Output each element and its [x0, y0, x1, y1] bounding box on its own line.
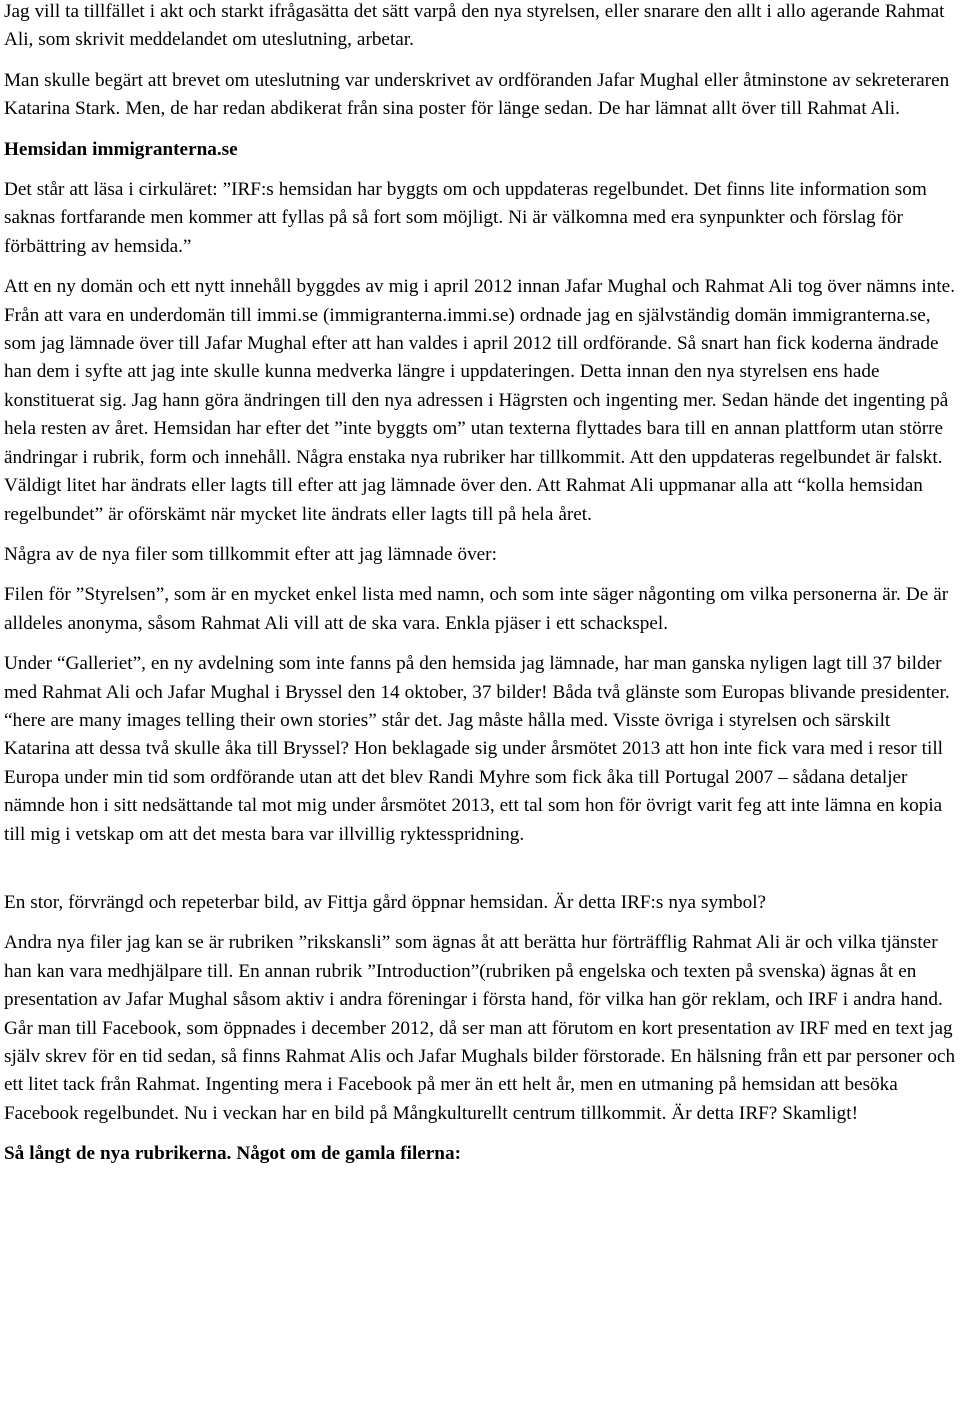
- section-heading-website: Hemsidan immigranterna.se: [4, 138, 238, 160]
- paragraph-gallery: Under “Galleriet”, en ny avdelning som inte fanns på den hemsida jag lämnade, har man ganska nyligen lagt till 37 bilder med Rahmat Ali och Jafar Mughal i Bryssel den 14 oktober, 37 bilder! Båda två glänste som Europas blivande presidenter. “here are many images telling their own stories” står det. Jag måste hålla med. Visste övriga i styrelsen och särskilt Katarina att dessa två skulle åka till Bryssel? Hon beklagade sig under årsmötet 2013 att hon inte fick vara med i resor till Europa under min tid som ordförande utan att det blev Randi Myhre som fick åka till Portugal 2007 – sådana detaljer nämnde hon i sitt nedsättande tal mot mig under årsmötet 2013, ett tal som hon för övrigt varit feg att inte lämna en kopia till mig i vetskap om att det mesta bara var illvillig ryktesspridning.: [4, 653, 950, 845]
- paragraph-circular-quote: Det står att läsa i cirkuläret: ”IRF:s hemsidan har byggts om och uppdateras regelbundet. Det finns lite information som saknas fortfarande men kommer att fyllas på så fort som möjligt. Ni är välkomna med era synpunkter och förslag för förbättring av hemsida.”: [4, 179, 927, 257]
- paragraph-other-files: Andra nya filer jag kan se är rubriken ”rikskansli” som ägnas åt att berätta hur förträfflig Rahmat Ali är och vilka tjänster han kan vara medhjälpare till. En annan rubrik ”Introduction”(rubriken på engelska och texten på svenska) ägnas åt en presentation av Jafar Mughal såsom aktiv i andra föreningar i första hand, för vilka han gör reklam, och IRF i andra hand. Går man till Facebook, som öppnades i december 2012, då ser man att förutom en kort presentation av IRF med en text jag själv skrev för en tid sedan, så finns Rahmat Alis och Jafar Mughals bilder förstorade. En hälsning från ett par personer och ett litet tack från Rahmat. Ingenting mera i Facebook på mer än ett helt år, men en utmaning på hemsidan att besöka Facebook regelbundet. Nu i veckan har en bild på Mångkulturellt centrum tillkommit. Är detta IRF? Skamligt!: [4, 932, 956, 1124]
- paragraph-board-file: Filen för ”Styrelsen”, som är en mycket enkel lista med namn, och som inte säger någonting om vilka personerna är. De är alldeles anonyma, såsom Rahmat Ali vill att de ska vara. Enkla pjäser i ett schackspel.: [4, 584, 949, 634]
- section-heading-old-files: Så långt de nya rubrikerna. Något om de gamla filerna:: [4, 1143, 461, 1165]
- paragraph-new-files-intro: Några av de nya filer som tillkommit efter att jag lämnade över:: [4, 543, 497, 565]
- paragraph-fittja-image: En stor, förvrängd och repeterbar bild, av Fittja gård öppnar hemsidan. Är detta IRF:s nya symbol?: [4, 891, 767, 913]
- paragraph-exclusion-letter: Man skulle begärt att brevet om uteslutning var underskrivet av ordföranden Jafar Mughal eller åtminstone av sekreteraren Katarina Stark. Men, de har redan abdikerat från sina poster för länge sedan. De har lämnat allt över till Rahmat Ali.: [4, 69, 950, 120]
- paragraph-domain-history: Att en ny domän och ett nytt innehåll byggdes av mig i april 2012 innan Jafar Mughal och Rahmat Ali tog över nämns inte. Från att vara en underdomän till immi.se (immigranterna.immi.se) ordnade jag en självständig domän immigranterna.se, som jag lämnade över till Jafar Mughal efter att han valdes i april 2012 till ordförande. Så snart han fick koderna ändrade han dem i syfte att jag inte skulle kunna medverka längre i uppdateringen. Detta innan den nya styrelsen ens hade konstituerat sig. Jag hann göra ändringen till den nya adressen i Hägrsten och ingenting mer. Sedan hände det ingenting på hela resten av året. Hemsidan har efter det ”inte byggts om” utan texterna flyttades bara till en annan plattform utan större ändringar i rubrik, form och innehåll. Några enstaka nya rubriker har tillkommit. Att den uppdateras regelbundet är falskt. Väldigt litet har ändrats eller lagts till efter att jag lämnade över den. Att Rahmat Ali uppmanar alla att “kolla hemsidan regelbundet” är oförskämt när mycket lite ändrats eller lagts till på hela året.: [4, 276, 955, 525]
- paragraph-intro: Jag vill ta tillfället i akt och starkt ifrågasätta det sätt varpå den nya styrelsen, eller snarare den allt i allo agerande Rahmat Ali, som skrivit meddelandet om uteslutning, arbetar.: [4, 1, 945, 51]
